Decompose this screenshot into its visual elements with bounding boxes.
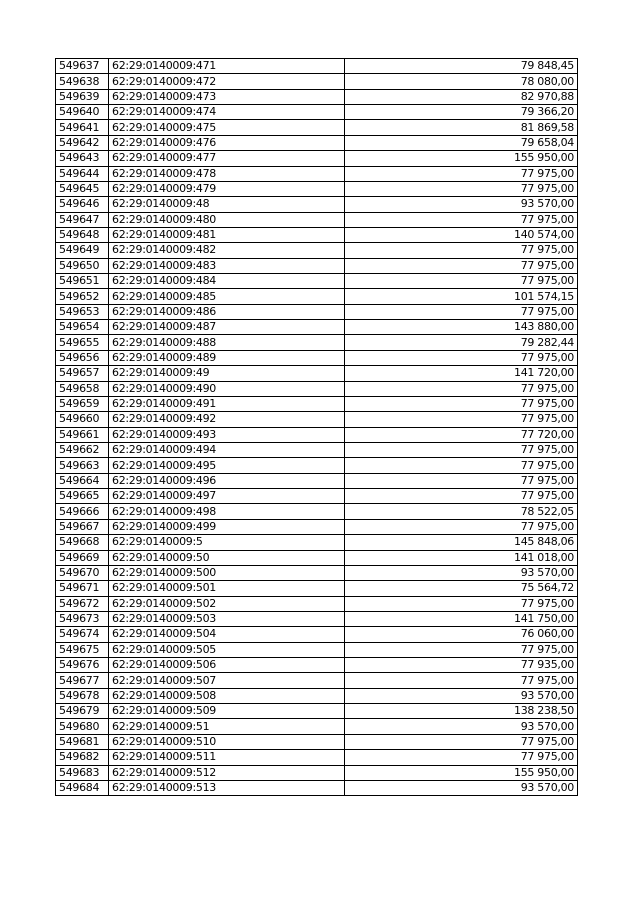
cadastral-number-cell: 62:29:0140009:481 <box>109 227 345 242</box>
table-row <box>56 59 578 74</box>
cadastral-number-cell: 62:29:0140009:484 <box>109 274 345 289</box>
amount-cell: 77 975,00 <box>345 304 578 319</box>
amount-cell: 77 975,00 <box>345 473 578 488</box>
table-row <box>56 673 578 688</box>
amount-cell: 77 975,00 <box>345 734 578 749</box>
cadastral-number-cell: 62:29:0140009:478 <box>109 166 345 181</box>
row-id-cell: 549663 <box>56 458 109 473</box>
amount-cell: 77 975,00 <box>345 396 578 411</box>
table-row <box>56 565 578 580</box>
amount-cell: 79 848,45 <box>345 59 578 74</box>
table-row <box>56 366 578 381</box>
amount-cell: 101 574,15 <box>345 289 578 304</box>
row-id-cell: 549657 <box>56 366 109 381</box>
table-row <box>56 688 578 703</box>
table-row <box>56 320 578 335</box>
cadastral-number-cell: 62:29:0140009:510 <box>109 734 345 749</box>
row-id-cell: 549680 <box>56 719 109 734</box>
cadastral-number-cell: 62:29:0140009:513 <box>109 780 345 795</box>
row-id-cell: 549678 <box>56 688 109 703</box>
amount-cell: 82 970,88 <box>345 89 578 104</box>
row-id-cell: 549682 <box>56 750 109 765</box>
amount-cell: 77 975,00 <box>345 750 578 765</box>
row-id-cell: 549681 <box>56 734 109 749</box>
table-row <box>56 750 578 765</box>
cadastral-number-cell: 62:29:0140009:476 <box>109 135 345 150</box>
row-id-cell: 549670 <box>56 565 109 580</box>
row-id-cell: 549672 <box>56 596 109 611</box>
amount-cell: 77 975,00 <box>345 596 578 611</box>
row-id-cell: 549655 <box>56 335 109 350</box>
cadastral-number-cell: 62:29:0140009:495 <box>109 458 345 473</box>
table-row <box>56 289 578 304</box>
amount-cell: 77 975,00 <box>345 673 578 688</box>
row-id-cell: 549638 <box>56 74 109 89</box>
amount-cell: 77 975,00 <box>345 442 578 457</box>
cadastral-number-cell: 62:29:0140009:483 <box>109 258 345 273</box>
cadastral-table <box>55 58 578 796</box>
row-id-cell: 549645 <box>56 181 109 196</box>
table-row <box>56 535 578 550</box>
row-id-cell: 549674 <box>56 627 109 642</box>
table-body <box>56 59 578 796</box>
cadastral-number-cell: 62:29:0140009:475 <box>109 120 345 135</box>
amount-cell: 77 720,00 <box>345 427 578 442</box>
amount-cell: 77 975,00 <box>345 166 578 181</box>
cadastral-number-cell: 62:29:0140009:505 <box>109 642 345 657</box>
amount-cell: 140 574,00 <box>345 227 578 242</box>
table-row <box>56 258 578 273</box>
amount-cell: 78 080,00 <box>345 74 578 89</box>
table-row <box>56 734 578 749</box>
row-id-cell: 549650 <box>56 258 109 273</box>
table-row <box>56 105 578 120</box>
cadastral-number-cell: 62:29:0140009:492 <box>109 412 345 427</box>
amount-cell: 155 950,00 <box>345 765 578 780</box>
row-id-cell: 549637 <box>56 59 109 74</box>
amount-cell: 76 060,00 <box>345 627 578 642</box>
cadastral-number-cell: 62:29:0140009:497 <box>109 489 345 504</box>
row-id-cell: 549662 <box>56 442 109 457</box>
cadastral-number-cell: 62:29:0140009:5 <box>109 535 345 550</box>
table-row <box>56 227 578 242</box>
cadastral-number-cell: 62:29:0140009:480 <box>109 212 345 227</box>
cadastral-number-cell: 62:29:0140009:507 <box>109 673 345 688</box>
table-row <box>56 489 578 504</box>
table-row <box>56 719 578 734</box>
row-id-cell: 549644 <box>56 166 109 181</box>
cadastral-number-cell: 62:29:0140009:51 <box>109 719 345 734</box>
table-row <box>56 412 578 427</box>
table-row <box>56 780 578 795</box>
cadastral-number-cell: 62:29:0140009:49 <box>109 366 345 381</box>
table-row <box>56 519 578 534</box>
row-id-cell: 549653 <box>56 304 109 319</box>
table-row <box>56 181 578 196</box>
cadastral-number-cell: 62:29:0140009:490 <box>109 381 345 396</box>
amount-cell: 79 366,20 <box>345 105 578 120</box>
row-id-cell: 549643 <box>56 151 109 166</box>
amount-cell: 77 935,00 <box>345 658 578 673</box>
amount-cell: 138 238,50 <box>345 704 578 719</box>
cadastral-number-cell: 62:29:0140009:511 <box>109 750 345 765</box>
row-id-cell: 549664 <box>56 473 109 488</box>
cadastral-number-cell: 62:29:0140009:508 <box>109 688 345 703</box>
amount-cell: 93 570,00 <box>345 719 578 734</box>
table-row <box>56 550 578 565</box>
cadastral-number-cell: 62:29:0140009:499 <box>109 519 345 534</box>
amount-cell: 77 975,00 <box>345 181 578 196</box>
cadastral-number-cell: 62:29:0140009:471 <box>109 59 345 74</box>
amount-cell: 141 720,00 <box>345 366 578 381</box>
amount-cell: 93 570,00 <box>345 780 578 795</box>
table-row <box>56 212 578 227</box>
table-row <box>56 89 578 104</box>
table-row <box>56 135 578 150</box>
amount-cell: 93 570,00 <box>345 197 578 212</box>
cadastral-number-cell: 62:29:0140009:502 <box>109 596 345 611</box>
table-row <box>56 166 578 181</box>
table-row <box>56 396 578 411</box>
row-id-cell: 549684 <box>56 780 109 795</box>
cadastral-number-cell: 62:29:0140009:491 <box>109 396 345 411</box>
cadastral-number-cell: 62:29:0140009:482 <box>109 243 345 258</box>
cadastral-number-cell: 62:29:0140009:493 <box>109 427 345 442</box>
row-id-cell: 549665 <box>56 489 109 504</box>
row-id-cell: 549668 <box>56 535 109 550</box>
amount-cell: 75 564,72 <box>345 581 578 596</box>
cadastral-number-cell: 62:29:0140009:509 <box>109 704 345 719</box>
cadastral-number-cell: 62:29:0140009:488 <box>109 335 345 350</box>
cadastral-number-cell: 62:29:0140009:48 <box>109 197 345 212</box>
amount-cell: 145 848,06 <box>345 535 578 550</box>
table-row <box>56 473 578 488</box>
row-id-cell: 549661 <box>56 427 109 442</box>
row-id-cell: 549642 <box>56 135 109 150</box>
amount-cell: 141 750,00 <box>345 611 578 626</box>
table-row <box>56 243 578 258</box>
amount-cell: 155 950,00 <box>345 151 578 166</box>
table-row <box>56 74 578 89</box>
row-id-cell: 549639 <box>56 89 109 104</box>
row-id-cell: 549669 <box>56 550 109 565</box>
table-row <box>56 658 578 673</box>
amount-cell: 79 658,04 <box>345 135 578 150</box>
cadastral-number-cell: 62:29:0140009:485 <box>109 289 345 304</box>
cadastral-number-cell: 62:29:0140009:487 <box>109 320 345 335</box>
cadastral-number-cell: 62:29:0140009:501 <box>109 581 345 596</box>
row-id-cell: 549679 <box>56 704 109 719</box>
table-row <box>56 335 578 350</box>
cadastral-number-cell: 62:29:0140009:473 <box>109 89 345 104</box>
row-id-cell: 549673 <box>56 611 109 626</box>
row-id-cell: 549652 <box>56 289 109 304</box>
cadastral-number-cell: 62:29:0140009:506 <box>109 658 345 673</box>
row-id-cell: 549660 <box>56 412 109 427</box>
row-id-cell: 549640 <box>56 105 109 120</box>
table-row <box>56 381 578 396</box>
cadastral-number-cell: 62:29:0140009:486 <box>109 304 345 319</box>
row-id-cell: 549671 <box>56 581 109 596</box>
row-id-cell: 549676 <box>56 658 109 673</box>
cadastral-number-cell: 62:29:0140009:472 <box>109 74 345 89</box>
row-id-cell: 549648 <box>56 227 109 242</box>
amount-cell: 77 975,00 <box>345 212 578 227</box>
amount-cell: 81 869,58 <box>345 120 578 135</box>
amount-cell: 77 975,00 <box>345 258 578 273</box>
table-row <box>56 458 578 473</box>
amount-cell: 143 880,00 <box>345 320 578 335</box>
row-id-cell: 549666 <box>56 504 109 519</box>
cadastral-number-cell: 62:29:0140009:496 <box>109 473 345 488</box>
row-id-cell: 549656 <box>56 350 109 365</box>
amount-cell: 77 975,00 <box>345 642 578 657</box>
table-row <box>56 596 578 611</box>
cadastral-number-cell: 62:29:0140009:494 <box>109 442 345 457</box>
amount-cell: 79 282,44 <box>345 335 578 350</box>
cadastral-number-cell: 62:29:0140009:50 <box>109 550 345 565</box>
amount-cell: 77 975,00 <box>345 274 578 289</box>
row-id-cell: 549647 <box>56 212 109 227</box>
row-id-cell: 549677 <box>56 673 109 688</box>
amount-cell: 77 975,00 <box>345 381 578 396</box>
row-id-cell: 549667 <box>56 519 109 534</box>
amount-cell: 77 975,00 <box>345 489 578 504</box>
cadastral-number-cell: 62:29:0140009:498 <box>109 504 345 519</box>
amount-cell: 77 975,00 <box>345 243 578 258</box>
row-id-cell: 549641 <box>56 120 109 135</box>
cadastral-number-cell: 62:29:0140009:477 <box>109 151 345 166</box>
table-row <box>56 611 578 626</box>
amount-cell: 93 570,00 <box>345 565 578 580</box>
row-id-cell: 549658 <box>56 381 109 396</box>
table-row <box>56 704 578 719</box>
table-row <box>56 151 578 166</box>
table-row <box>56 442 578 457</box>
row-id-cell: 549659 <box>56 396 109 411</box>
amount-cell: 77 975,00 <box>345 412 578 427</box>
cadastral-number-cell: 62:29:0140009:504 <box>109 627 345 642</box>
cadastral-number-cell: 62:29:0140009:479 <box>109 181 345 196</box>
row-id-cell: 549675 <box>56 642 109 657</box>
table-row <box>56 120 578 135</box>
table-row <box>56 642 578 657</box>
amount-cell: 141 018,00 <box>345 550 578 565</box>
cadastral-number-cell: 62:29:0140009:474 <box>109 105 345 120</box>
cadastral-number-cell: 62:29:0140009:500 <box>109 565 345 580</box>
amount-cell: 93 570,00 <box>345 688 578 703</box>
table-row <box>56 581 578 596</box>
row-id-cell: 549646 <box>56 197 109 212</box>
amount-cell: 78 522,05 <box>345 504 578 519</box>
amount-cell: 77 975,00 <box>345 519 578 534</box>
row-id-cell: 549683 <box>56 765 109 780</box>
row-id-cell: 549649 <box>56 243 109 258</box>
table-row <box>56 197 578 212</box>
table-row <box>56 765 578 780</box>
cadastral-number-cell: 62:29:0140009:489 <box>109 350 345 365</box>
table-row <box>56 627 578 642</box>
amount-cell: 77 975,00 <box>345 350 578 365</box>
table-row <box>56 504 578 519</box>
cadastral-number-cell: 62:29:0140009:503 <box>109 611 345 626</box>
table-row <box>56 427 578 442</box>
cadastral-number-cell: 62:29:0140009:512 <box>109 765 345 780</box>
table-row <box>56 350 578 365</box>
amount-cell: 77 975,00 <box>345 458 578 473</box>
row-id-cell: 549654 <box>56 320 109 335</box>
table-row <box>56 274 578 289</box>
row-id-cell: 549651 <box>56 274 109 289</box>
table-row <box>56 304 578 319</box>
